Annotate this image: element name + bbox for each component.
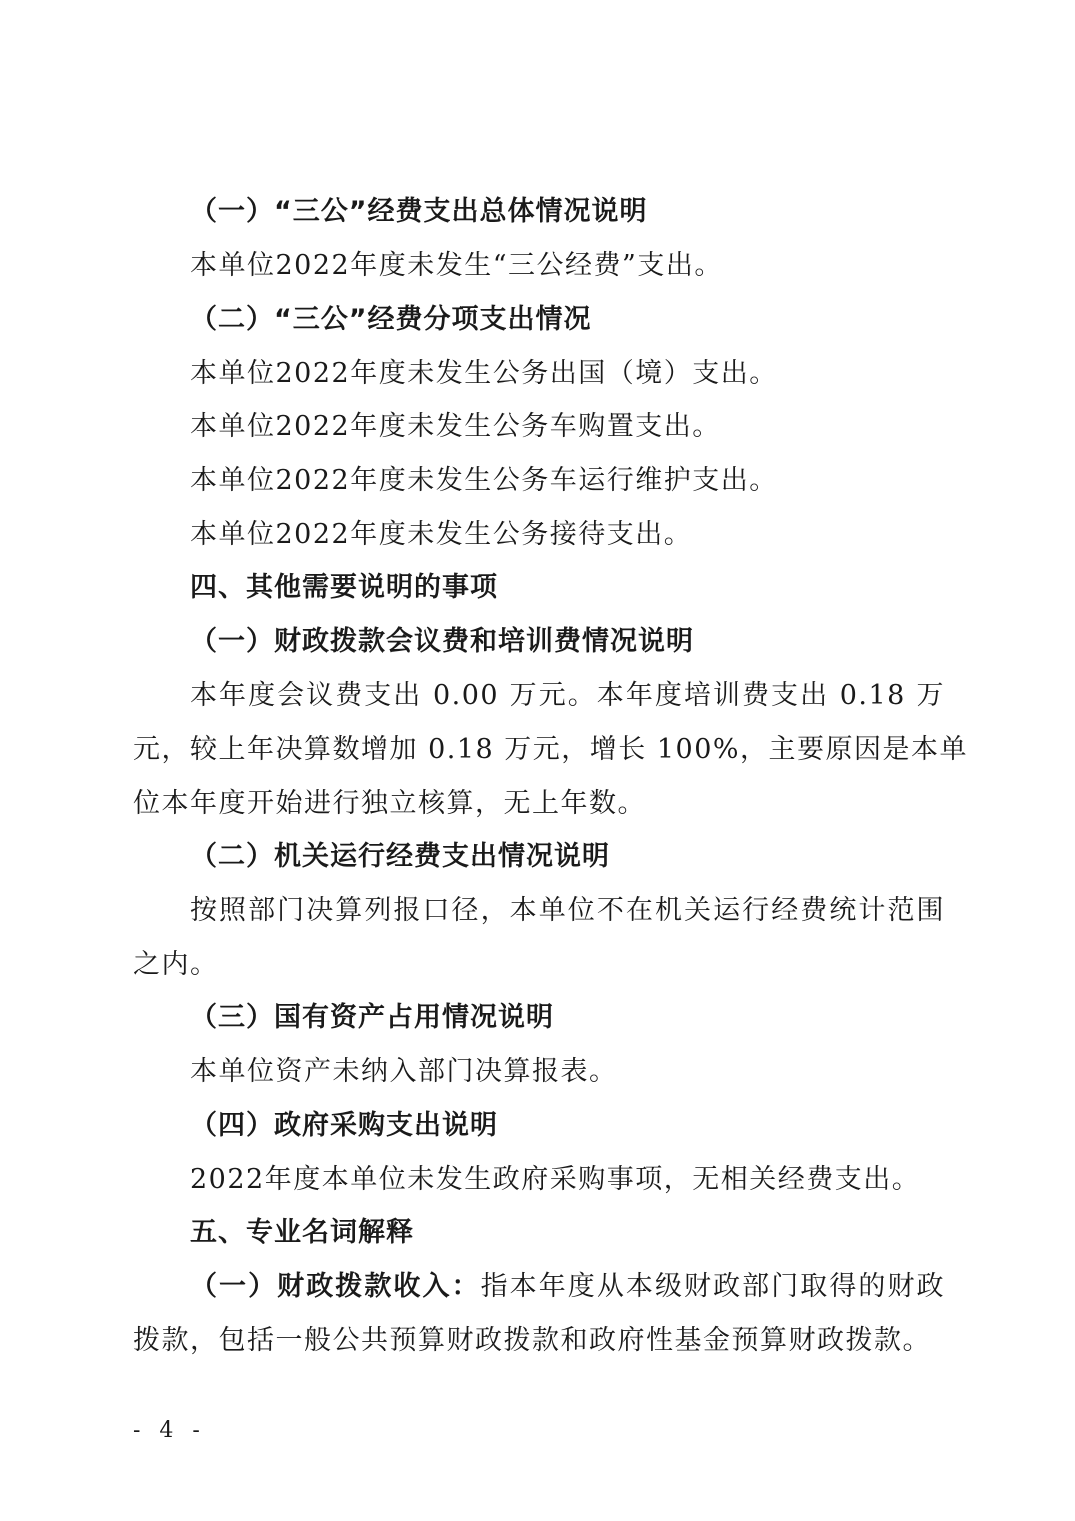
definition-text: 指本年度从本级财政部门取得的财政 bbox=[480, 1271, 946, 1302]
paragraph-line: 拨款，包括一般公共预算财政拨款和政府性基金预算财政拨款。 bbox=[133, 1325, 931, 1356]
paragraph: 2022年度本单位未发生政府采购事项，无相关经费支出。 bbox=[190, 1164, 921, 1195]
section-heading-2: （二）“三公”经费分项支出情况 bbox=[190, 304, 592, 335]
page-number: - 4 - bbox=[133, 1418, 206, 1443]
paragraph: 本单位2022年度未发生公务出国（境）支出。 bbox=[190, 358, 778, 389]
definition-line bbox=[190, 1267, 945, 1307]
section-heading: （三）国有资产占用情况说明 bbox=[190, 1002, 554, 1033]
paragraph: 本单位2022年度未发生公务接待支出。 bbox=[190, 519, 693, 550]
section-heading-1: （一）“三公”经费支出总体情况说明 bbox=[190, 196, 648, 227]
paragraph-line: 本年度会议费支出 0.00 万元。本年度培训费支出 0.18 万 bbox=[190, 680, 945, 711]
paragraph: 本单位资产未纳入部门决算报表。 bbox=[190, 1056, 618, 1087]
section-heading: （一）财政拨款会议费和培训费情况说明 bbox=[190, 626, 694, 657]
chapter-heading-5: 五、专业名词解释 bbox=[190, 1217, 414, 1248]
paragraph: 本单位2022年度未发生公务车购置支出。 bbox=[190, 411, 721, 442]
section-heading: （二）机关运行经费支出情况说明 bbox=[190, 841, 610, 872]
paragraph-line: 之内。 bbox=[133, 949, 219, 980]
paragraph-line: 位本年度开始进行独立核算，无上年数。 bbox=[133, 788, 646, 819]
paragraph-line: 按照部门决算列报口径，本单位不在机关运行经费统计范围 bbox=[190, 895, 945, 926]
paragraph: 本单位2022年度未发生公务车运行维护支出。 bbox=[190, 465, 778, 496]
section-heading: （四）政府采购支出说明 bbox=[190, 1110, 498, 1141]
paragraph: 本单位2022年度未发生“三公经费”支出。 bbox=[190, 250, 723, 281]
chapter-heading-4: 四、其他需要说明的事项 bbox=[190, 572, 498, 603]
definition-term: （一）财政拨款收入： bbox=[190, 1271, 481, 1302]
paragraph-line: 元，较上年决算数增加 0.18 万元，增长 100%，主要原因是本单 bbox=[133, 734, 969, 765]
